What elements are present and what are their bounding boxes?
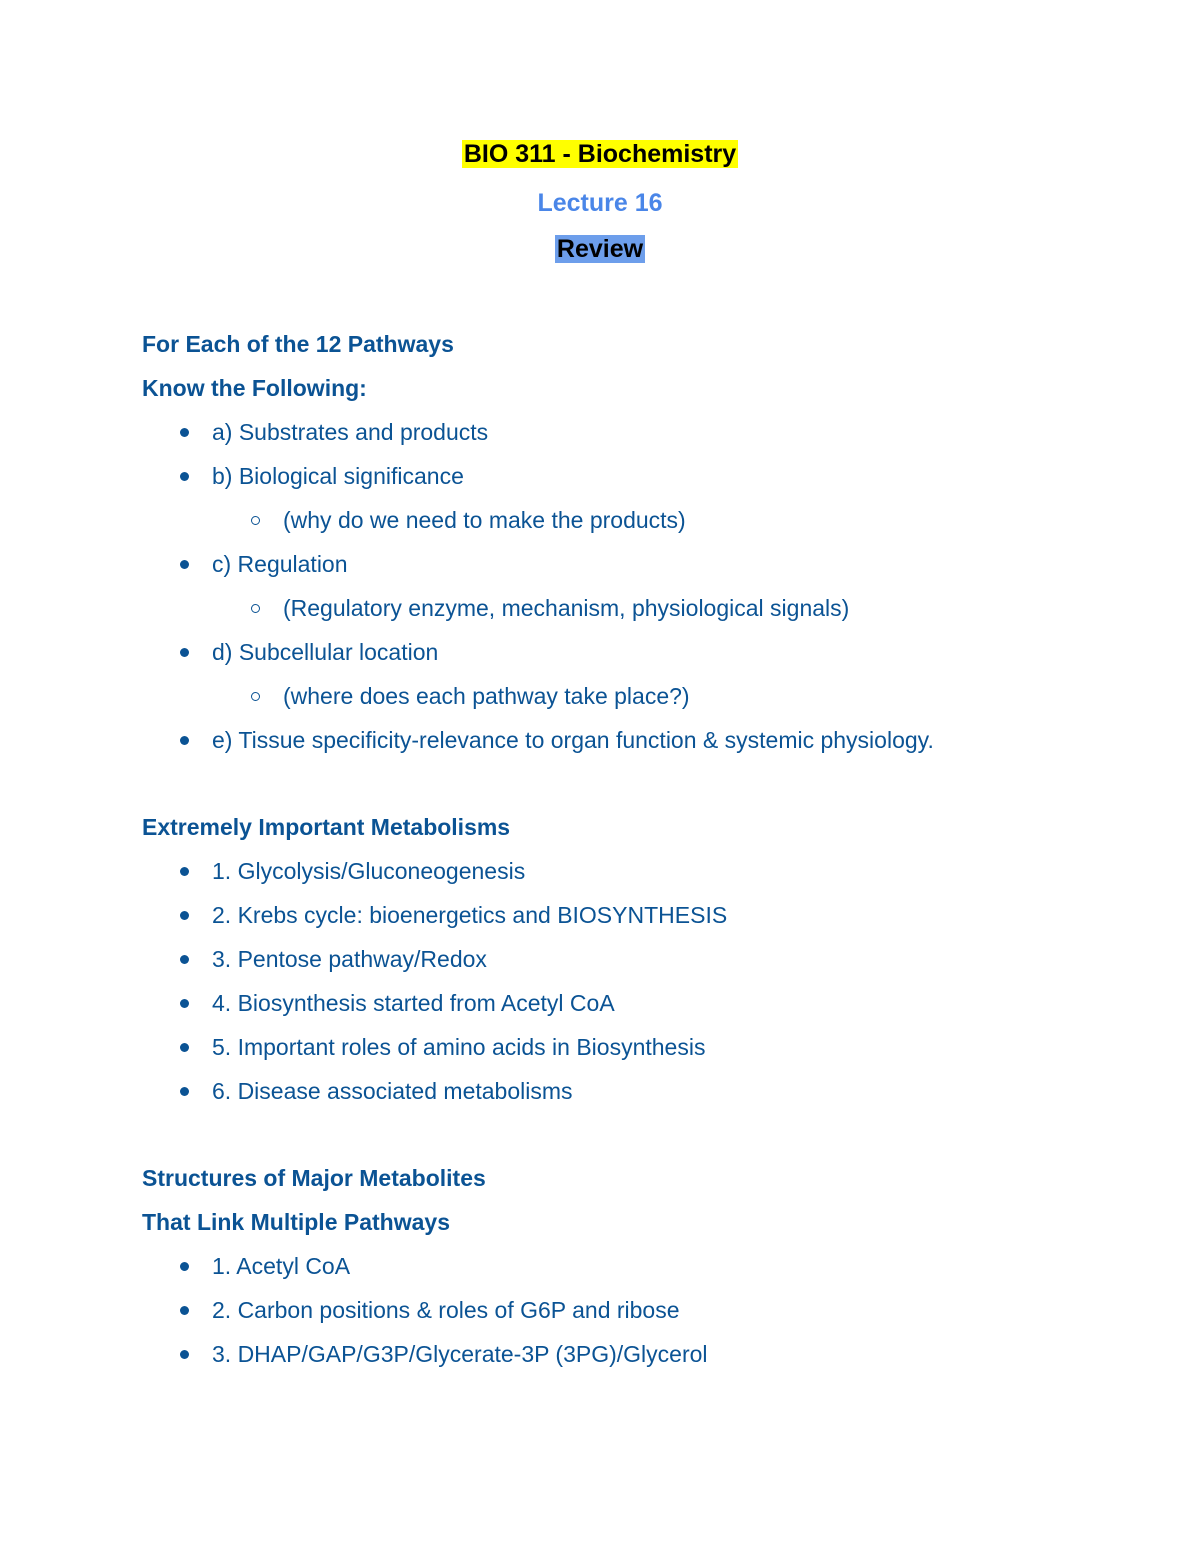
bullet-icon bbox=[180, 999, 189, 1008]
metabolites-list bbox=[142, 1247, 1142, 1379]
bullet-icon bbox=[180, 1262, 189, 1271]
list-item: b) Biological significance bbox=[142, 457, 1142, 501]
section-heading-know: Know the Following: bbox=[142, 375, 367, 401]
list-item: 4. Biosynthesis started from Acetyl CoA bbox=[142, 984, 1142, 1028]
section-heading-pathways: For Each of the 12 Pathways bbox=[142, 331, 454, 357]
spacer bbox=[142, 765, 1142, 808]
list-item: a) Substrates and products bbox=[142, 413, 1142, 457]
sub-list-item: (where does each pathway take place?) bbox=[142, 677, 1142, 721]
section-heading-link: That Link Multiple Pathways bbox=[142, 1209, 450, 1235]
list-item: 2. Krebs cycle: bioenergetics and BIOSYNTHESIS bbox=[142, 896, 1142, 940]
bullet-icon bbox=[180, 1087, 189, 1096]
bullet-icon bbox=[180, 1043, 189, 1052]
course-title-text: BIO 311 - Biochemistry bbox=[463, 140, 737, 168]
bullet-icon bbox=[180, 911, 189, 920]
spacer bbox=[142, 1116, 1142, 1159]
list-item: e) Tissue specificity-relevance to organ function & systemic physiology. bbox=[142, 721, 1142, 765]
review-title bbox=[0, 235, 1200, 264]
list-item: 1. Acetyl CoA bbox=[142, 1247, 1142, 1291]
know-list bbox=[142, 413, 1142, 765]
bullet-icon bbox=[180, 648, 189, 657]
bullet-icon bbox=[180, 428, 189, 437]
bullet-icon bbox=[180, 867, 189, 876]
lecture-title: Lecture 16 bbox=[537, 189, 663, 217]
sub-list-item: (why do we need to make the products) bbox=[142, 501, 1142, 545]
circle-bullet-icon bbox=[251, 604, 260, 613]
list-item: d) Subcellular location bbox=[142, 633, 1142, 677]
bullet-icon bbox=[180, 955, 189, 964]
bullet-icon bbox=[180, 736, 189, 745]
circle-bullet-icon bbox=[251, 516, 260, 525]
list-item: 3. Pentose pathway/Redox bbox=[142, 940, 1142, 984]
list-item: 2. Carbon positions & roles of G6P and ribose bbox=[142, 1291, 1142, 1335]
bullet-icon bbox=[180, 1306, 189, 1315]
document-body bbox=[142, 325, 1142, 1379]
list-item: 6. Disease associated metabolisms bbox=[142, 1072, 1142, 1116]
list-item: 3. DHAP/GAP/G3P/Glycerate-3P (3PG)/Glycerol bbox=[142, 1335, 1142, 1379]
sub-list-item: (Regulatory enzyme, mechanism, physiological signals) bbox=[142, 589, 1142, 633]
list-item: 5. Important roles of amino acids in Biosynthesis bbox=[142, 1028, 1142, 1072]
metabolisms-list bbox=[142, 852, 1142, 1116]
section-heading-metabolites: Structures of Major Metabolites bbox=[142, 1165, 486, 1191]
circle-bullet-icon bbox=[251, 692, 260, 701]
bullet-icon bbox=[180, 1350, 189, 1359]
list-item: c) Regulation bbox=[142, 545, 1142, 589]
section-heading-metabolisms: Extremely Important Metabolisms bbox=[142, 814, 511, 840]
review-title-text: Review bbox=[556, 235, 644, 263]
bullet-icon bbox=[180, 560, 189, 569]
bullet-icon bbox=[180, 472, 189, 481]
course-title bbox=[0, 140, 1200, 169]
list-item: 1. Glycolysis/Gluconeogenesis bbox=[142, 852, 1142, 896]
